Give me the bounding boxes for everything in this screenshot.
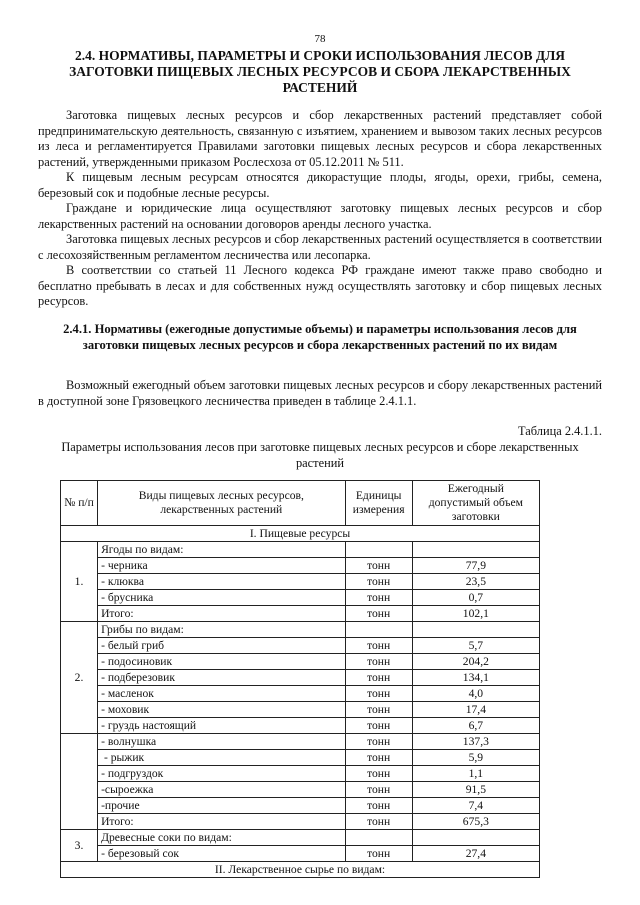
cell-unit: тонн: [345, 766, 412, 782]
row-number: 3.: [61, 830, 98, 862]
cell-unit: тонн: [345, 654, 412, 670]
cell-name: - масленок: [98, 686, 346, 702]
cell-unit: тонн: [345, 574, 412, 590]
section-title: 2.4. НОРМАТИВЫ, ПАРАМЕТРЫ И СРОКИ ИСПОЛЬЗОВАНИЯ ЛЕСОВ ДЛЯ ЗАГОТОВКИ ПИЩЕВЫХ ЛЕСНЫХ РЕСУРСОВ И СБОРА ЛЕКАРСТВЕННЫХ РАСТЕНИЙ: [69, 48, 571, 95]
cell-value: 23,5: [412, 574, 539, 590]
table-caption: Параметры использования лесов при заготовке пищевых лесных ресурсов и сборе лекарственных растений: [61, 440, 579, 470]
table-row: [61, 686, 540, 702]
table-row: [61, 830, 540, 846]
cell-unit: тонн: [345, 558, 412, 574]
table-row: [61, 590, 540, 606]
cell-name: -прочие: [98, 798, 346, 814]
table-row: [61, 606, 540, 622]
paragraph: Заготовка пищевых лесных ресурсов и сбор лекарственных растений осуществляется в соответствии с лесохозяйственным регламентом лесничества или лесопарка.: [38, 232, 602, 262]
table-row: [61, 542, 540, 558]
subsection-title: 2.4.1. Нормативы (ежегодные допустимые объемы) и параметры использования лесов для заготовки пищевых лесных ресурсов и сбора лекарственных растений по их видам: [63, 322, 577, 352]
table-row: [61, 574, 540, 590]
cell-unit: тонн: [345, 782, 412, 798]
body-text: [38, 108, 602, 310]
cell-unit: тонн: [345, 750, 412, 766]
cell-value: 6,7: [412, 718, 539, 734]
cell-unit: тонн: [345, 670, 412, 686]
header-value: Ежегодный допустимый объем заготовки: [412, 481, 539, 526]
cell-name: - груздь настоящий: [98, 718, 346, 734]
cell-value: 5,7: [412, 638, 539, 654]
cell-unit: тонн: [345, 638, 412, 654]
paragraph: Граждане и юридические лица осуществляют заготовку пищевых лесных ресурсов и сбор лекарственных растений на основании договоров аренды лесного участка.: [38, 201, 602, 231]
cell-total: Итого:: [98, 814, 346, 830]
cell-unit: тонн: [345, 686, 412, 702]
cell-unit: тонн: [345, 734, 412, 750]
cell-name: - подберезовик: [98, 670, 346, 686]
cell-name: - брусника: [98, 590, 346, 606]
page-number: 78: [314, 33, 326, 45]
intro-paragraph: Возможный ежегодный объем заготовки пищевых лесных ресурсов и сбору лекарственных растений в доступной зоне Грязовецкого лесничества приведен в таблице 2.4.1.1.: [38, 378, 602, 408]
group-heading: Древесные соки по видам:: [98, 830, 346, 846]
cell-name: - березовый сок: [98, 846, 346, 862]
cell-value: [412, 830, 539, 846]
table-row: [61, 846, 540, 862]
cell-unit: тонн: [345, 590, 412, 606]
header-num: № п/п: [61, 481, 98, 526]
row-number: 2.: [61, 622, 98, 734]
cell-value: 17,4: [412, 702, 539, 718]
cell-value: 137,3: [412, 734, 539, 750]
group-heading: Ягоды по видам:: [98, 542, 346, 558]
cell-value: 204,2: [412, 654, 539, 670]
section-label: I. Пищевые ресурсы: [61, 526, 540, 542]
cell-value: 27,4: [412, 846, 539, 862]
cell-name: - белый гриб: [98, 638, 346, 654]
table-row: [61, 622, 540, 638]
cell-unit: [345, 622, 412, 638]
cell-value: [412, 622, 539, 638]
cell-value: 7,4: [412, 798, 539, 814]
cell-value: 1,1: [412, 766, 539, 782]
cell-name: -сыроежка: [98, 782, 346, 798]
table-row: [61, 750, 540, 766]
cell-name: - подгруздок: [98, 766, 346, 782]
table-row: [61, 798, 540, 814]
cell-unit: тонн: [345, 702, 412, 718]
table-row: [61, 654, 540, 670]
cell-unit: тонн: [345, 846, 412, 862]
cell-name: - волнушка: [98, 734, 346, 750]
paragraph: В соответствии со статьей 11 Лесного кодекса РФ граждане имеют также право свободно и бесплатно пребывать в лесах и для собственных нужд осуществлять заготовку и сбор пищевых лесных ресурсов.: [38, 263, 602, 308]
cell-name: - клюква: [98, 574, 346, 590]
cell-name: - рыжик: [98, 750, 346, 766]
table-row: [61, 814, 540, 830]
cell-value: 102,1: [412, 606, 539, 622]
cell-name: - черника: [98, 558, 346, 574]
cell-unit: тонн: [345, 814, 412, 830]
cell-name: - подосиновик: [98, 654, 346, 670]
cell-unit: тонн: [345, 718, 412, 734]
header-unit: Единицы измерения: [345, 481, 412, 526]
cell-name: - моховик: [98, 702, 346, 718]
section-row: [61, 862, 540, 878]
group-heading: Грибы по видам:: [98, 622, 346, 638]
table-row: [61, 766, 540, 782]
section-label: II. Лекарственное сырье по видам:: [61, 862, 540, 878]
row-number-empty: [61, 734, 98, 830]
cell-value: [412, 542, 539, 558]
header-name: Виды пищевых лесных ресурсов, лекарственных растений: [98, 481, 346, 526]
cell-total: Итого:: [98, 606, 346, 622]
paragraph: К пищевым лесным ресурсам относятся дикорастущие плоды, ягоды, орехи, грибы, семена, березовый сок и подобные лесные ресурсы.: [38, 170, 602, 200]
cell-unit: тонн: [345, 798, 412, 814]
table-header-row: [61, 481, 540, 526]
paragraph: Заготовка пищевых лесных ресурсов и сбор лекарственных растений представляет собой предпринимательскую деятельность, связанную с изъятием, хранением и вывозом таких лесных ресурсов из леса и регламентируется Правилами заготовки пищевых лесных ресурсов и сбора лекарственных растений, утвержденными приказом Рослесхоза от 05.12.2011 № 511.: [38, 108, 602, 169]
section-row: [61, 526, 540, 542]
table-row: [61, 670, 540, 686]
cell-value: 77,9: [412, 558, 539, 574]
cell-value: 5,9: [412, 750, 539, 766]
cell-unit: тонн: [345, 606, 412, 622]
cell-value: 0,7: [412, 590, 539, 606]
table-row: [61, 702, 540, 718]
cell-value: 4,0: [412, 686, 539, 702]
table-row: [61, 558, 540, 574]
cell-unit: [345, 830, 412, 846]
cell-value: 91,5: [412, 782, 539, 798]
table-number: Таблица 2.4.1.1.: [518, 424, 602, 438]
cell-value: 134,1: [412, 670, 539, 686]
cell-unit: [345, 542, 412, 558]
table-row: [61, 782, 540, 798]
table-row: [61, 718, 540, 734]
resources-table: [60, 480, 540, 878]
row-number: 1.: [61, 542, 98, 622]
table-row: [61, 638, 540, 654]
table-row: [61, 734, 540, 750]
cell-value: 675,3: [412, 814, 539, 830]
